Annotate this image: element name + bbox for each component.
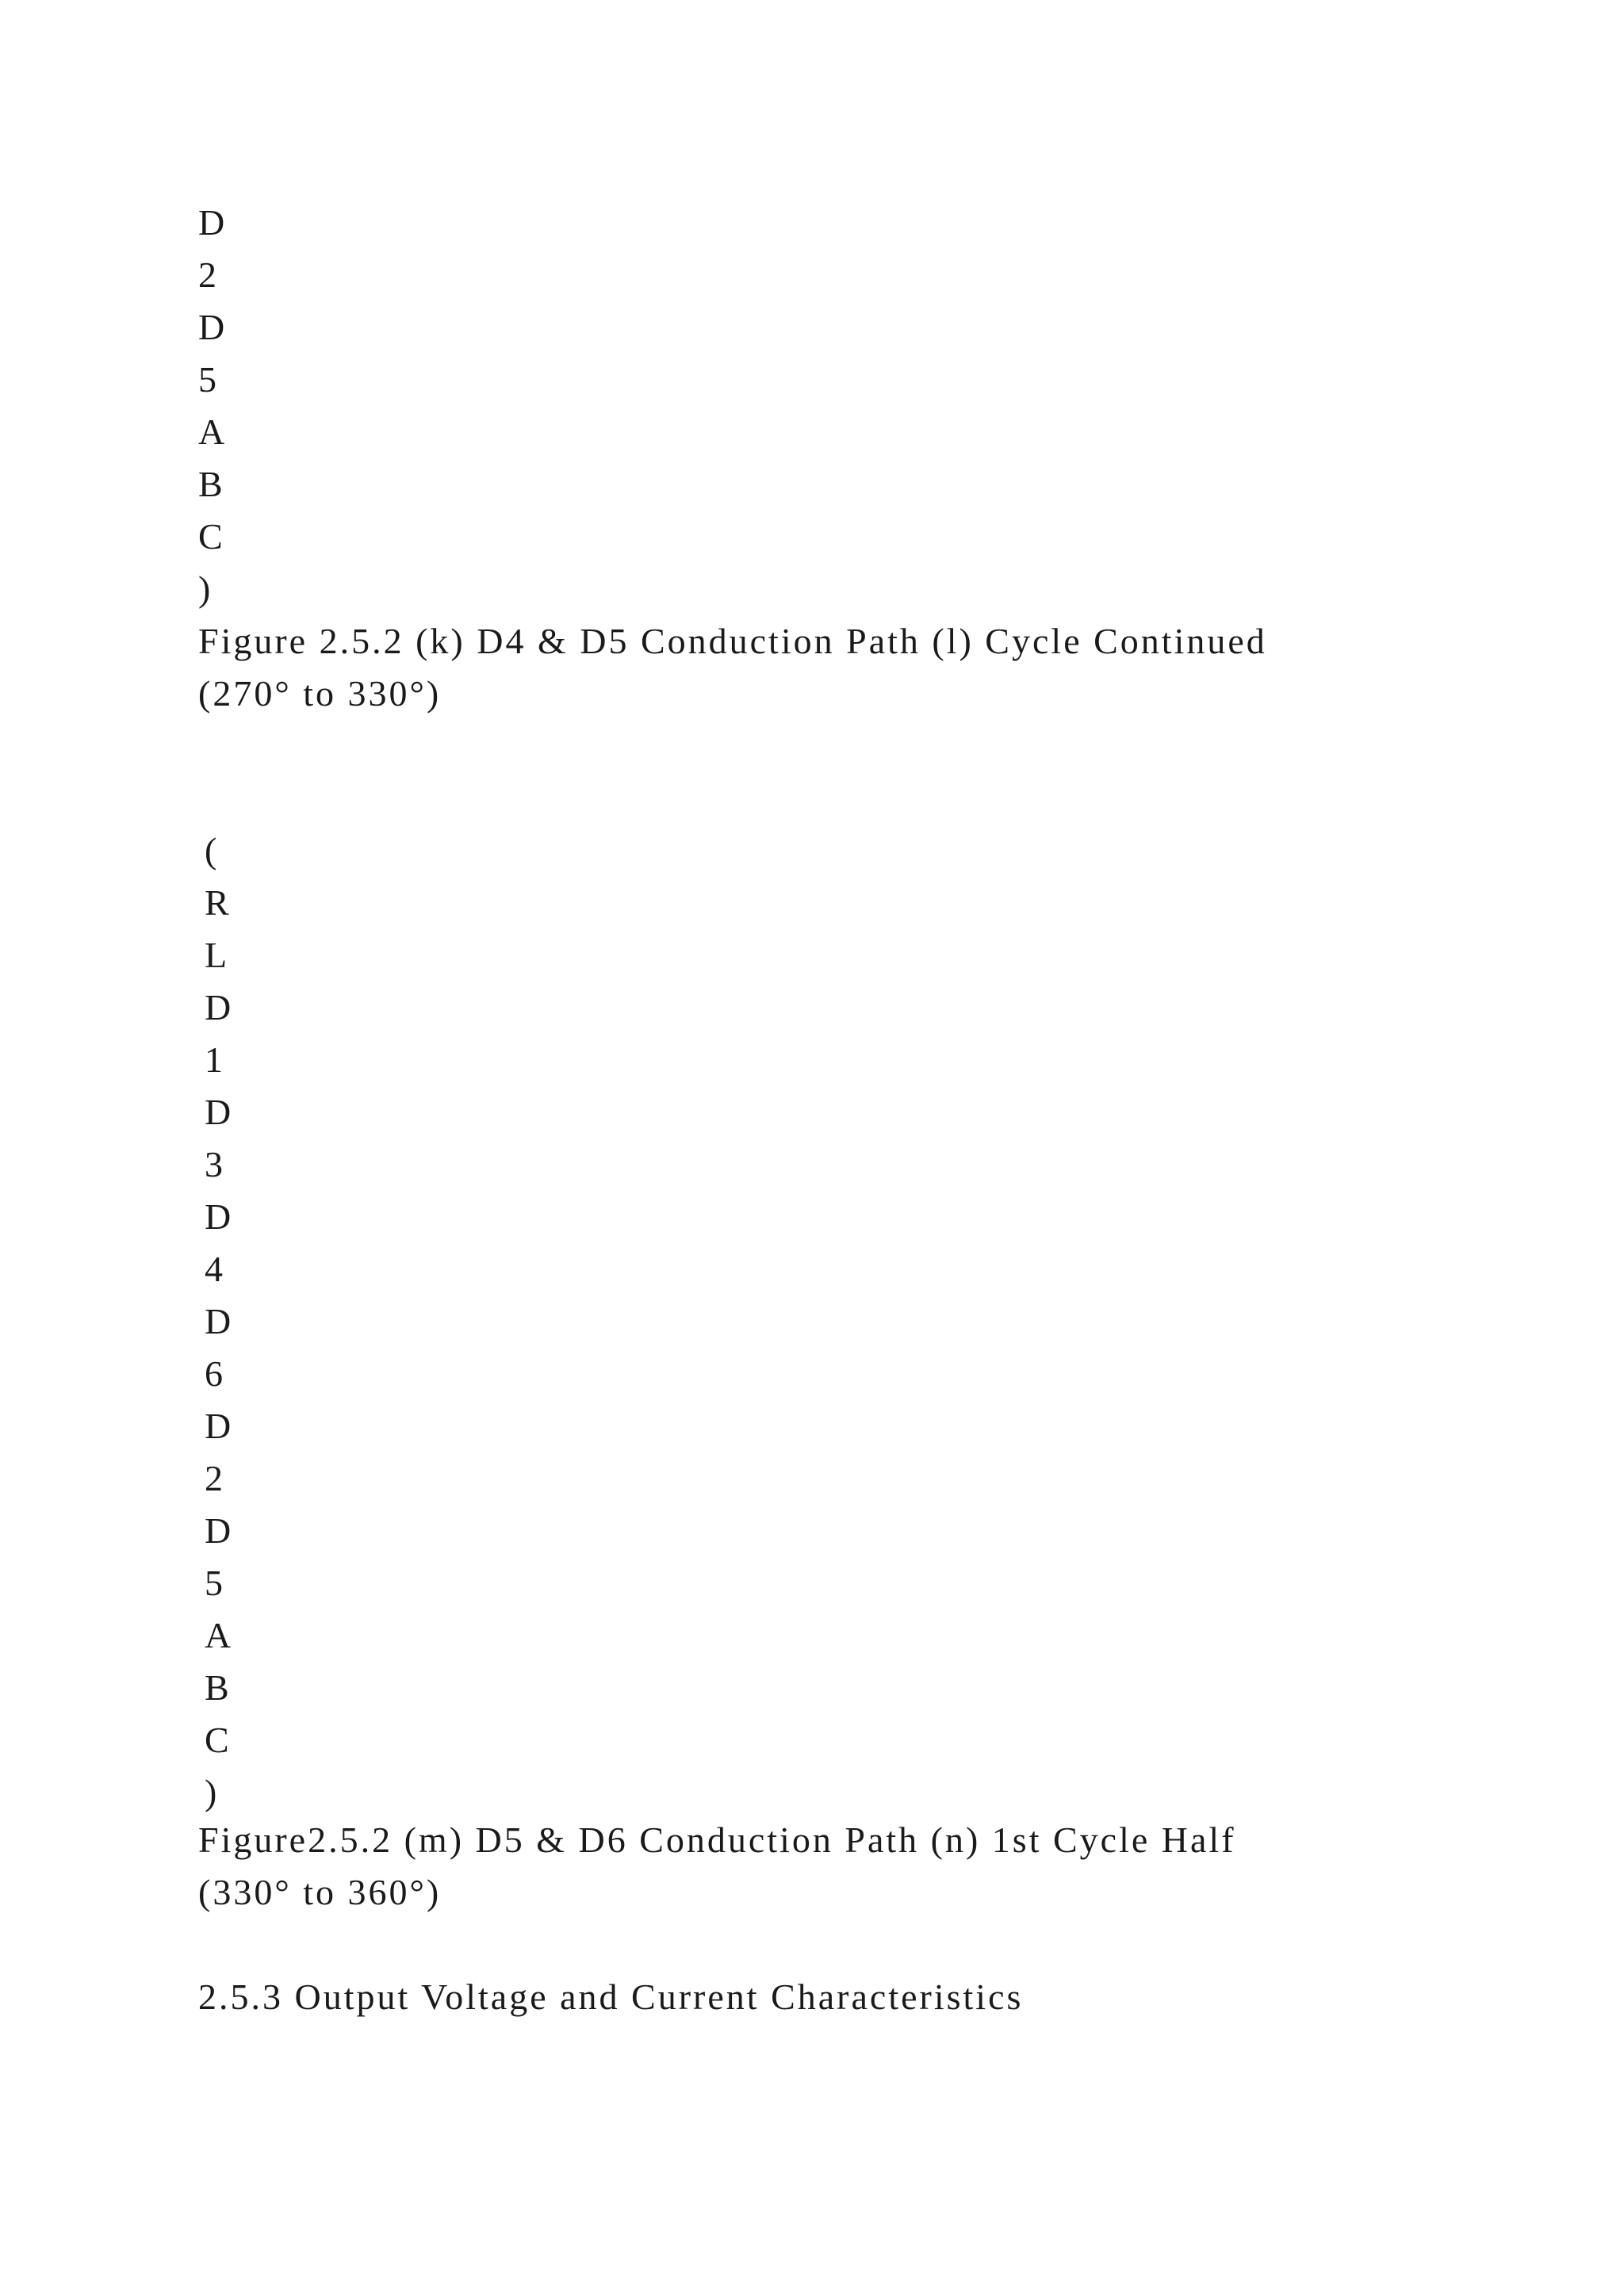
figure-label: D — [198, 202, 225, 243]
figure-label: A — [198, 411, 225, 452]
figure-label: B — [205, 1667, 229, 1708]
figure-label: 3 — [205, 1144, 223, 1184]
figure-label: C — [205, 1720, 229, 1760]
figure-label: D — [205, 987, 232, 1027]
figure-k-l-caption — [198, 615, 1267, 720]
figure-label: D — [198, 307, 225, 347]
figure-label: D — [205, 1092, 232, 1132]
figure-m-n-caption — [198, 1814, 1236, 1919]
figure-label: L — [205, 935, 228, 975]
section-heading — [198, 1971, 1023, 2023]
section-heading-text: 2.5.3 Output Voltage and Current Characteristics — [198, 1976, 1024, 2017]
figure-label: D — [205, 1196, 232, 1237]
figure-label: ) — [205, 1772, 217, 1812]
figure-label: A — [205, 1615, 232, 1655]
figure-label: 5 — [205, 1563, 223, 1603]
figure-label: ( — [205, 830, 217, 871]
caption-line: (330° to 360°) — [198, 1872, 442, 1912]
figure-label: ) — [198, 568, 211, 609]
figure-m-n-labels — [205, 825, 231, 1819]
caption-line: Figure2.5.2 (m) D5 & D6 Conduction Path (n) 1st Cycle Half — [198, 1820, 1236, 1860]
figure-label: B — [198, 464, 223, 504]
caption-line: (270° to 330°) — [198, 673, 442, 714]
figure-label: C — [198, 516, 223, 557]
figure-label: D — [205, 1510, 232, 1551]
figure-label: 2 — [198, 254, 216, 295]
figure-label: D — [205, 1301, 232, 1341]
figure-label: D — [205, 1406, 232, 1446]
figure-label: 5 — [198, 359, 216, 400]
caption-line: Figure 2.5.2 (k) D4 & D5 Conduction Path (l) Cycle Continued — [198, 621, 1267, 661]
figure-label: R — [205, 882, 229, 923]
figure-label: 1 — [205, 1039, 223, 1080]
figure-label: 6 — [205, 1353, 223, 1394]
figure-label: 4 — [205, 1249, 223, 1289]
figure-k-l-labels — [198, 197, 224, 615]
figure-label: 2 — [205, 1458, 223, 1498]
